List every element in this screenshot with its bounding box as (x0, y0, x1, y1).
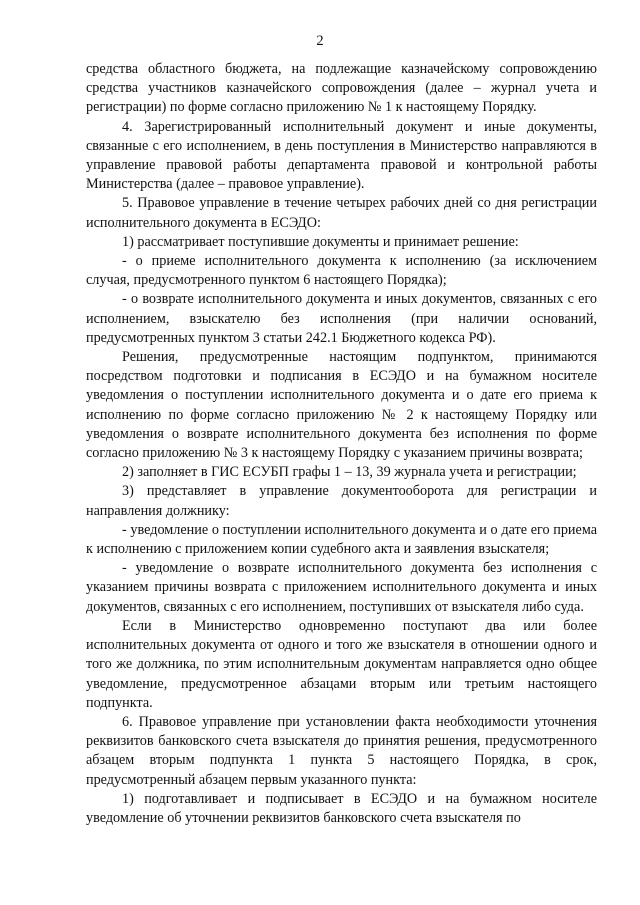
paragraph: - уведомление о возврате исполнительного документа без исполнения с указанием причины возврата с приложением исполнительного документа и иных документов, связанных с его исполнением, поступивших от взыскателя либо суда. (86, 560, 597, 615)
paragraph: - уведомление о поступлении исполнительного документа и о дате его приема к исполнению с приложением копии судебного акта и заявления взыскателя; (86, 521, 597, 558)
body-text (86, 60, 597, 828)
paragraph: 2) заполняет в ГИС ЕСУБП графы 1 – 13, 39 журнала учета и регистрации; (122, 464, 577, 481)
paragraph: 6. Правовое управление при установлении факта необходимости уточнения реквизитов банковского счета взыскателя до принятия решения, предусмотренного абзацем вторым подпункта 1 пункта 5 настоящего Порядка, в срок, предусмотренный абзацем первым указанного пункта: (86, 713, 597, 788)
paragraph: Если в Министерство одновременно поступают два или более исполнительных документа от одного и того же взыскателя в отношении одного и того же должника, по этим исполнительным документам направляется одно общее уведомление, предусмотренное абзацами вторым или третьим настоящего подпункта. (86, 617, 597, 711)
paragraph: средства областного бюджета, на подлежащие казначейскому сопровождению средства участников казначейского сопровождения (далее – журнал учета и регистрации) по форме согласно приложению № 1 к настоящему Порядку. (86, 61, 597, 116)
paragraph: - о возврате исполнительного документа и иных документов, связанных с его исполнением, взыскателю без исполнения (при наличии оснований, предусмотренных пунктом 3 статьи 242.1 Бюджетного кодекса РФ). (86, 291, 597, 346)
page-number: 2 (316, 33, 324, 49)
paragraph: - о приеме исполнительного документа к исполнению (за исключением случая, предусмотренного пунктом 6 настоящего Порядка); (86, 253, 597, 289)
paragraph: 1) подготавливает и подписывает в ЕСЭДО и на бумажном носителе уведомление об уточнении реквизитов банковского счета взыскателя по (86, 790, 597, 826)
paragraph: Решения, предусмотренные настоящим подпунктом, принимаются посредством подготовки и подписания в ЕСЭДО и на бумажном носителе уведомления о поступлении исполнительного документа и о дате его приема к исполнению по форме согласно приложению № 2 к настоящему Порядку или уведомления о возврате исполнительного документа без исполнения по форме согласно приложению № 3 к настоящему Порядку с указанием причины возврата; (86, 349, 597, 462)
paragraph: 1) рассматривает поступившие документы и принимает решение: (122, 233, 519, 250)
paragraph: 5. Правовое управление в течение четырех рабочих дней со дня регистрации исполнительного документа в ЕСЭДО: (86, 195, 597, 231)
paragraph: 4. Зарегистрированный исполнительный документ и иные документы, связанные с его исполнением, в день поступления в Министерство направляются в управление правовой работы департамента правовой и контрольной работы Министерства (далее – правовое управление). (86, 118, 597, 193)
paragraph: 3) представляет в управление документооборота для регистрации и направления должнику: (86, 483, 597, 519)
